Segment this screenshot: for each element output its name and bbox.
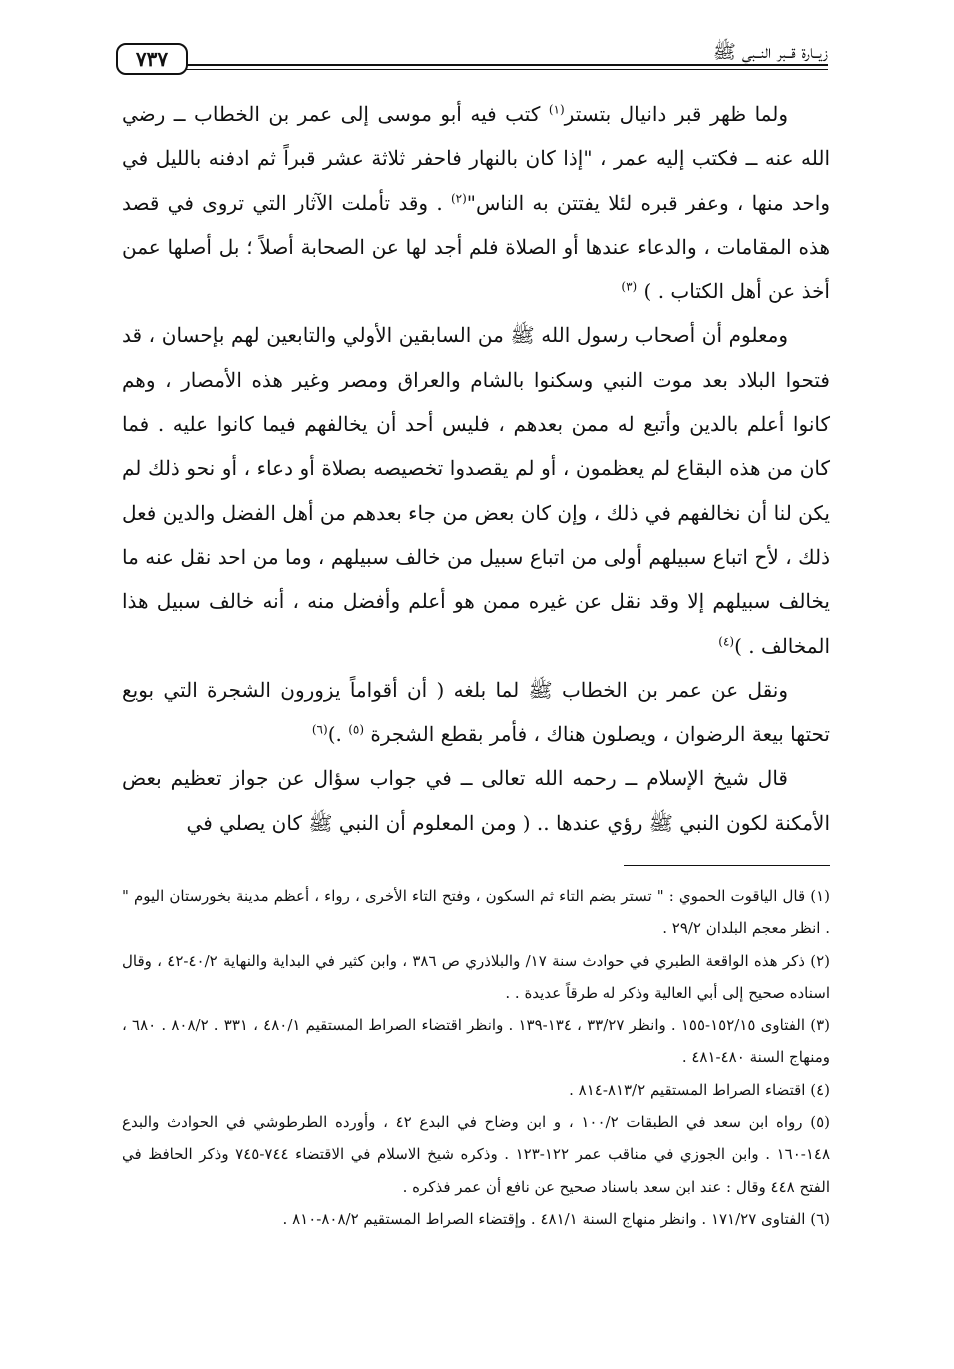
footnote-marker: (٤) [718,633,735,648]
running-header-title: زيــارة قــبر النــبي ﷺ [712,41,828,63]
footnote-separator [624,865,830,866]
page-number: ٧٣٧ [116,43,188,75]
paragraph-text: قال شيخ الإسلام ــ رحمه الله تعالى ــ في جواب سؤال عن جواز تعظيم بعض الأمكنة لكون النبي ﷺ رؤي عندها .. ( ومن المعلوم أن النبي ﷺ كان يصلي في [122,766,830,835]
footnote-marker: (٢) [450,190,467,205]
footnotes [122,880,830,1235]
footnote: (٣) الفتاوى ١٥٢/١٥-١٥٥ . وانظر ٣٣/٢٧ ، ١٣٤-١٣٩ . وانظر اقتضاء الصراط المستقيم ٤٨٠/١ ، ٣٣١ . ٨٠٨/٢ . ٦٨٠ ، ومنهاج السنة ٤٨٠-٤٨١ . [122,1016,830,1067]
paragraph [122,313,830,667]
footnote-marker: (٦) [311,722,328,737]
paragraph [122,92,830,313]
paragraph-text: ولما ظهر قبر دانيال بتستر [564,102,788,126]
footnote-marker: (٣) [621,279,638,294]
paragraph-text: كتب فيه أبو موسى إلى عمر بن الخطاب ــ رضي الله عنه ــ فكتب إليه عمر ، "إذا كان بالنهار فاحفر ثلاثة عشر قبراً ثم ادفنه بالليل في واحد منها ، وعفر قبره لئلا يفتتن به الناس" [122,102,831,215]
footnote-marker: (٥) [348,722,365,737]
footnote: (٦) الفتاوى ١٧١/٢٧ . وانظر منهاج السنة ٤٨١/١ . وإقتضاء الصراط المستقيم ٨٠٨/٢-٨١٠ . [282,1209,830,1228]
paragraph-text: .) [327,722,349,747]
footnote: (١) قال الياقوت الحموي : " تستر بضم التاء ثم السكون ، وفتح التاء الأخرى ، رواء ، أعظم مدينة بخورستان اليوم " . انظر معجم البلدان ٢٩/٢ . [122,887,830,938]
header-rule-thin [186,69,828,70]
footnote: (٢) ذكر هذه الواقعة الطبري في حوادث سنة ١٧/ والبلاذري ص ٣٨٦ ، وابن كثير في البداية والنهاية ٤٠/٢-٤٢ ، وقال اسناده صحيح إلى أبي العالية وذكر له طرقاً عديدة . . [122,951,830,1002]
paragraph-text: ومعلوم أن أصحاب رسول الله ﷺ من السابقين الأولي والتابعين لهم بإحسان ، قد فتحوا البلاد بعد موت النبي وسكنوا بالشام والعراق ومصر وغير هذه الأمصار ، وهم كانوا أعلم بالدين وأتبع له ممن بعدهم ، فليس أحد أن يخالفهم فيما كانوا عليه . فما كان من هذه البقاع لم يعظمون ، أو لم يقصدوا تخصيصه بصلاة أو دعاء ، أو نحو ذلك لم يكن لنا أن نخالفهم في ذلك ، وإن كان بعض من جاء بعدهم من أهل الفضل والدين فعل ذلك ، لأح اتباع سبيلهم أولى من اتباع سبيل من خالف سبيلهم ، وما من احد نقل عنه ما يخالف سبيلهم إلا وقد نقل عن غيره ممن هو أعلم وأفضل منه ، أنه خالف سبيل هذا المخالف . ) [122,323,830,658]
footnote: (٤) اقتضاء الصراط المستقيم ٨١٣/٢-٨١٤ . [569,1080,830,1099]
paragraph [122,668,830,757]
footnote: (٥) رواه ابن سعد في الطبقات ١٠٠/٢ ، و ابن وضاح في البدع ٤٢ ، وأورده الطرطوشي في الحوادث والبدع ١٤٨-١٦٠ . وابن الجوزي في مناقب عمر ١٢٢-١٢٣ . وذكره شيخ الاسلام في الاقتضاء ٧٤٤-٧٤٥ وذكر الحافظ في الفتح ٤٤٨ وقال : عند ابن سعد باسناد صحيح عن نافع أن عمر فذكره . [122,1113,831,1196]
paragraph-text: ونقل عن عمر بن الخطاب ﷺ لما بلغه ( أن أقواماً يزورون الشجرة التي بويع تحتها بيعة الرضوان ، ويصلون هناك ، فأمر بقطع الشجرة [122,677,830,747]
main-text [122,92,830,845]
header-rule [186,64,828,66]
paragraph-text: . وقد تأملت الآثار التي تروى في قصد هذه المقامات ، والدعاء عندها أو الصلاة فلم أجد لها عن الصحابة أصلاً ؛ بل أصلها عمن أخذ عن أهل الكتاب . ) [122,190,830,304]
footnote-marker: (١) [548,102,565,117]
paragraph [122,756,830,845]
